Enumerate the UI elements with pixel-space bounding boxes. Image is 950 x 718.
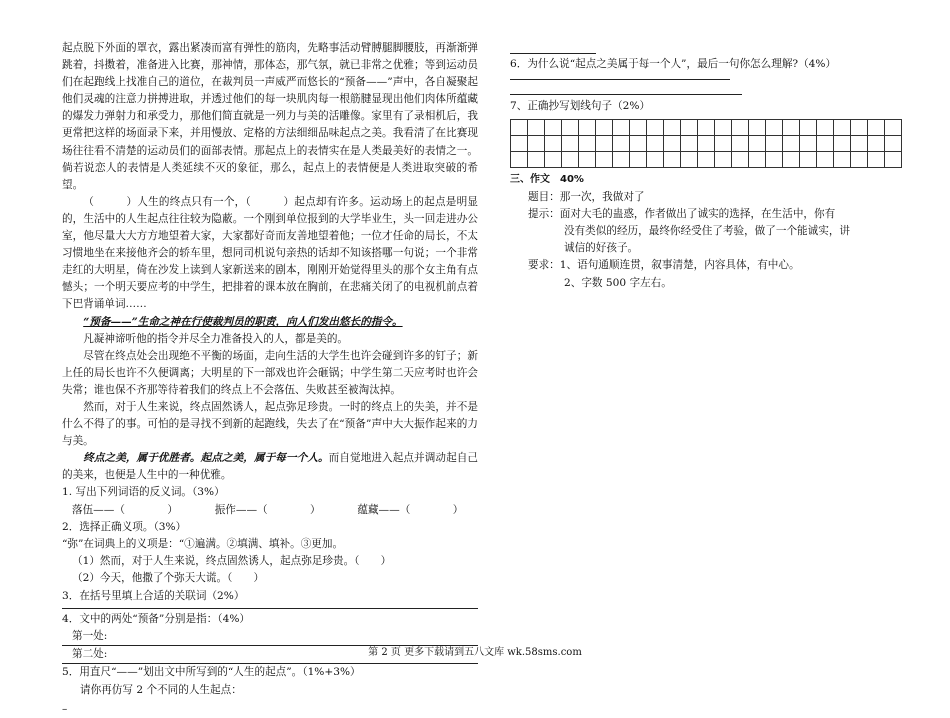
essay-topic: 题目：那一次，我做对了 (528, 190, 645, 203)
question-2-sentence-1[interactable]: （1）然而，对于人生来说，终点固然诱人，起点弥足珍贵。（ ） (72, 555, 392, 568)
question-6: 6．为什么说“起点之美属于每一个人”，最后一句你怎么理解?（4%） (510, 58, 837, 70)
right-column (510, 40, 906, 292)
answer-line[interactable] (510, 79, 730, 80)
question-4-second-label: 第二处: (72, 648, 108, 661)
essay-hint-line-1: 提示：面对大毛的蛊惑，作者做出了诚实的选择，在生活中，你有 (528, 207, 836, 220)
answer-dash: – (62, 702, 68, 715)
left-column (62, 40, 478, 718)
essay-hint-line-3: 诚信的好孩子。 (564, 242, 639, 255)
copy-writing-grid[interactable] (510, 119, 902, 168)
question-1: 1. 写出下列词语的反义词。（3%） (62, 486, 225, 499)
passage-paragraph-1: 起点脱下外面的罩衣，露出紧凑而富有弹性的筋肉，先略事活动臂膊腿脚腰肢，再渐渐弹跳着，抖擞着，准备进入比赛，那神情，那体态，那气氛，就已非常之优雅；等到运动员们在起跑线上找准自己的道位，在裁判员一声威严而悠长的“预备——”声中，各自凝聚起他们灵魂的注意力拼搏进取，并透过他们的每一块肌肉每一根筋腱显现出他们肉体所蕴藏的爆发力弹射力和承受力，那他们简直就是一列力与美的活雕像。家里有了录相机后，我更常把这样的场面录下来，并用慢放、定格的方法细细品味起点之美。我看清了在比赛现场往往看不清楚的运动员们的面部表情。那起点上的表情实在是人类最美好的表情之一。倘若说恋人的表情是人类延续不灭的象征，那么，起点上的表情便是人类进取突破的希望。 (62, 42, 478, 191)
question-4: 4．文中的两处“预备”分别是指：（4%） (62, 612, 250, 625)
passage-conclusion-rest: 而自觉地进入起点并调动起自己的美来，也便是人生中的一种优雅。 (62, 452, 479, 482)
question-5-imitate: 请你再仿写 2 个不同的人生起点： (80, 683, 242, 696)
question-4-first-label: 第一处: (72, 630, 108, 643)
question-1-items (62, 502, 478, 519)
passage-paragraph-3b: 凡凝神谛听他的指令并尽全力准备投入的人，都是美的。 (83, 332, 349, 345)
essay-requirement-1: 要求：1、语句通顺连贯，叙事清楚，内容具体，有中心。 (528, 259, 800, 272)
answer-line[interactable] (510, 94, 742, 95)
question-5: 5．用直尺“——”划出文中所写到的“人生的起点”。（1%+3%） (62, 666, 361, 679)
answer-line[interactable] (510, 53, 596, 54)
question-2-sentence-2[interactable]: （2）今天，他撒了个弥天大谎。（ ） (72, 572, 265, 585)
passage-paragraph-6 (62, 450, 478, 484)
question-3: 3．在括号里填上合适的关联词（2%） (62, 589, 245, 602)
answer-line[interactable] (62, 608, 478, 609)
passage-paragraph-3 (62, 314, 478, 331)
antonym-blank-1[interactable]: 落伍——（ ） (72, 503, 178, 516)
passage-key-sentence: “预备——”生命之神在行使裁判员的职责，向人们发出悠长的指令。 (83, 315, 403, 328)
page-footer: 第 2 页 更多下载请到五八文库 wk.58sms.com (368, 647, 582, 658)
passage-paragraph-4: 尽管在终点处会出现绝不平衡的场面，走向生活的大学生也许会碰到许多的钉子；新上任的局长也许不久便调离；大明星的下一部戏也许会砸锅；中学生第二天应考时也许会失常；谁也保不齐那等待着我们的终点上不会落伍、失败甚至被淘汰掉。 (62, 349, 478, 396)
question-2-definition: “弥”在词典上的义项是：“①遍满。②填满、填补。③更加。 (62, 538, 344, 551)
essay-requirement-2: 2、字数 500 字左右。 (564, 276, 672, 289)
question-2: 2．选择正确义项。（3%） (62, 520, 187, 533)
section-3-heading: 三、作文 40% (510, 174, 584, 186)
question-7: 7、正确抄写划线句子（2%） (510, 100, 651, 113)
passage-paragraph-2: （ ）人生的终点只有一个，（ ）起点却有许多。运动场上的起点是明显的，生活中的人生起点往往较为隐蔽。一个刚到单位报到的大学毕业生，头一回走进办公室，他尽量大大方方地望着大家，大家都好奇而友善地望着他；一位才任命的局长，不太习惯地坐在来接他齐会的轿车里，想同司机说句亲热的话却不知该搭哪一句说；一个非常走红的大明星，倚在沙发上读到人家新送来的剧本，刚刚开始觉得里头的那个女主角有点憾头；一个明天要应考的中学生，把排着的课本放在胸前，在悲痛关闭了的电视机前点着下巴背诵单词…… (62, 195, 478, 311)
passage-conclusion: 终点之美，属于优胜者。起点之美，属于每一个人。 (83, 452, 329, 465)
essay-hint-line-2: 没有类似的经历，最终你经受住了考验，做了一个能诚实，讲 (564, 225, 851, 238)
antonym-blank-3[interactable]: 蕴藏——（ ） (357, 503, 464, 516)
passage-paragraph-5: 然而，对于人生来说，终点固然诱人，起点弥足珍贵。一时的终点上的失美，并不是什么不得了的事。可怕的是寻找不到新的起跑线，失去了在“预备”声中大大振作起来的力与美。 (62, 400, 478, 448)
antonym-blank-2[interactable]: 振作——（ ） (214, 503, 321, 516)
